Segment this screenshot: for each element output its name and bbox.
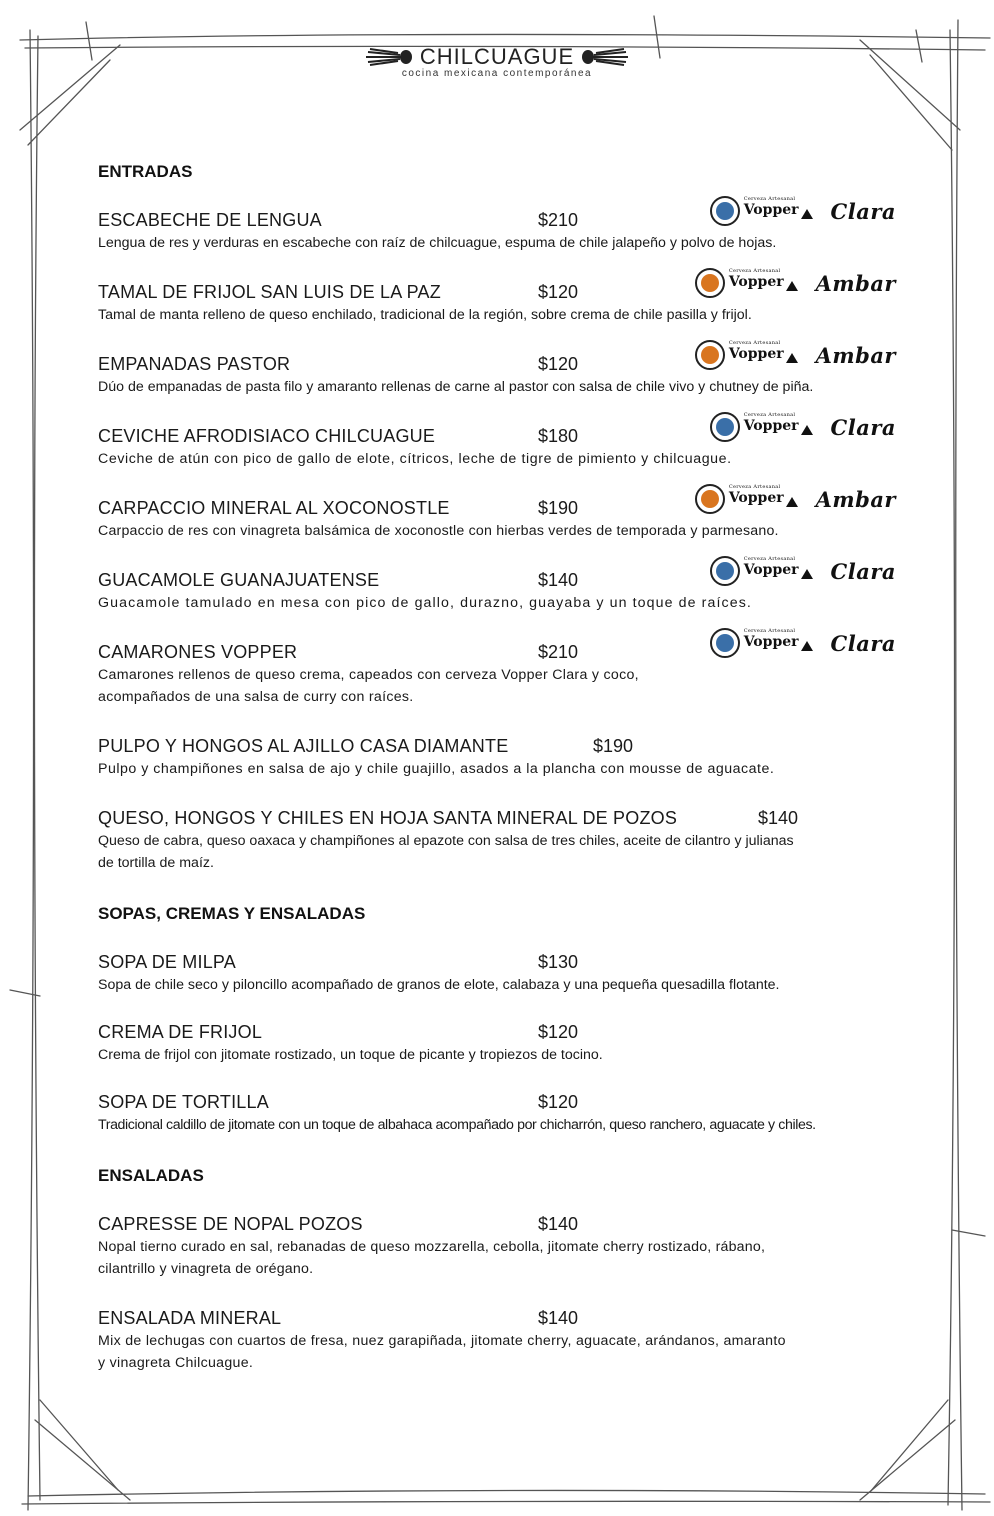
bottle-icon bbox=[786, 353, 798, 363]
beer-brand-small: Cerveza Artesanal bbox=[743, 556, 796, 562]
vopper-ambar-badge-icon bbox=[695, 268, 725, 298]
beer-pairing-ambar bbox=[695, 268, 896, 298]
beer-color-dot bbox=[716, 202, 734, 220]
item-price: $140 bbox=[538, 1214, 579, 1234]
item-price: $120 bbox=[538, 354, 579, 374]
beer-pairing-clara bbox=[710, 628, 896, 658]
item-price: $120 bbox=[538, 1022, 579, 1042]
brand-header bbox=[0, 44, 994, 79]
item-name: SOPA DE MILPA bbox=[98, 952, 236, 972]
menu-item bbox=[98, 268, 910, 326]
menu-item bbox=[98, 484, 910, 542]
item-price: $130 bbox=[538, 952, 579, 972]
beer-color-dot bbox=[716, 418, 734, 436]
beer-color-dot bbox=[701, 490, 719, 508]
vopper-clara-badge-icon bbox=[710, 412, 740, 442]
item-price: $190 bbox=[538, 498, 579, 518]
item-price: $210 bbox=[538, 642, 579, 662]
item-desc: Dúo de empanadas de pasta filo y amaranto rellenas de carne al pastor con salsa de chile vivo y chutney de piña. bbox=[98, 379, 814, 395]
chilcuague-root-icon-right bbox=[580, 46, 630, 68]
menu-item bbox=[98, 1020, 910, 1066]
item-desc: acompañados de una salsa de curry con raíces. bbox=[98, 689, 414, 705]
section-title-sopas: SOPAS, CREMAS Y ENSALADAS bbox=[98, 904, 366, 923]
beer-brand-name: Vopper bbox=[743, 418, 799, 434]
beer-color-dot bbox=[701, 346, 719, 364]
item-price: $140 bbox=[538, 1308, 579, 1328]
beer-style: Clara bbox=[830, 198, 896, 224]
bottle-icon bbox=[801, 569, 813, 579]
item-name: ENSALADA MINERAL bbox=[98, 1308, 282, 1328]
item-desc: Tradicional caldillo de jitomate con un toque de albahaca acompañado por chicharrón, queso ranchero, aguacate y chiles. bbox=[98, 1117, 816, 1133]
vopper-clara-badge-icon bbox=[710, 628, 740, 658]
menu-item bbox=[98, 1306, 910, 1374]
brand-name: CHILCUAGUE bbox=[419, 44, 575, 69]
beer-brand-name: Vopper bbox=[743, 634, 799, 650]
beer-brand-small: Cerveza Artesanal bbox=[743, 196, 796, 202]
menu-item bbox=[98, 556, 910, 614]
item-desc: Nopal tierno curado en sal, rebanadas de queso mozzarella, cebolla, jitomate cherry rostizado, rábano, bbox=[98, 1239, 766, 1255]
item-desc: Guacamole tamulado en mesa con pico de gallo, durazno, guayaba y un toque de raíces. bbox=[98, 595, 752, 611]
beer-brand-small: Cerveza Artesanal bbox=[743, 412, 796, 418]
bottle-icon bbox=[786, 497, 798, 507]
item-name: CARPACCIO MINERAL AL XOCONOSTLE bbox=[98, 498, 450, 518]
menu-item bbox=[98, 950, 910, 996]
item-desc: Queso de cabra, queso oaxaca y champiñones al epazote con salsa de tres chiles, aceite de cilantro y julianas bbox=[98, 833, 794, 849]
item-name: ESCABECHE DE LENGUA bbox=[98, 210, 322, 230]
menu-item bbox=[98, 1090, 910, 1136]
beer-style: Clara bbox=[830, 414, 896, 440]
beer-style: Clara bbox=[830, 630, 896, 656]
item-price: $210 bbox=[538, 210, 579, 230]
item-name: CAPRESSE DE NOPAL POZOS bbox=[98, 1214, 363, 1234]
bottle-icon bbox=[801, 209, 813, 219]
item-desc: Mix de lechugas con cuartos de fresa, nuez garapiñada, jitomate cherry, aguacate, arándanos, amaranto bbox=[98, 1333, 786, 1349]
item-price: $190 bbox=[593, 736, 634, 756]
item-name: GUACAMOLE GUANAJUATENSE bbox=[98, 570, 380, 590]
item-desc: Camarones rellenos de queso crema, capeados con cerveza Vopper Clara y coco, bbox=[98, 667, 639, 683]
beer-brand-name: Vopper bbox=[743, 562, 799, 578]
item-desc: y vinagreta Chilcuague. bbox=[98, 1355, 254, 1371]
item-desc: Pulpo y champiñones en salsa de ajo y chile guajillo, asados a la plancha con mousse de aguacate. bbox=[98, 761, 775, 777]
beer-brand bbox=[743, 628, 799, 650]
item-price: $140 bbox=[538, 570, 579, 590]
item-price: $140 bbox=[758, 808, 799, 828]
section-title-ensaladas: ENSALADAS bbox=[98, 1166, 204, 1185]
item-name: CREMA DE FRIJOL bbox=[98, 1022, 263, 1042]
beer-color-dot bbox=[716, 562, 734, 580]
item-price: $120 bbox=[538, 282, 579, 302]
menu-item bbox=[98, 806, 910, 874]
item-desc: cilantrillo y vinagreta de orégano. bbox=[98, 1261, 314, 1277]
menu-item bbox=[98, 628, 910, 708]
beer-brand bbox=[743, 412, 799, 434]
beer-brand bbox=[743, 196, 799, 218]
beer-pairing-clara bbox=[710, 556, 896, 586]
beer-pairing-ambar bbox=[695, 484, 896, 514]
beer-style: Ambar bbox=[815, 270, 896, 296]
beer-brand-name: Vopper bbox=[728, 490, 784, 506]
beer-pairing-ambar bbox=[695, 340, 896, 370]
item-name: CAMARONES VOPPER bbox=[98, 642, 298, 662]
beer-brand-name: Vopper bbox=[743, 202, 799, 218]
bottle-icon bbox=[801, 425, 813, 435]
section-title-entradas: ENTRADAS bbox=[98, 162, 193, 181]
chilcuague-root-icon bbox=[364, 46, 414, 68]
beer-pairing-clara bbox=[710, 412, 896, 442]
bottle-icon bbox=[786, 281, 798, 291]
beer-brand-name: Vopper bbox=[728, 346, 784, 362]
bottle-icon bbox=[801, 641, 813, 651]
vopper-clara-badge-icon bbox=[710, 556, 740, 586]
beer-brand-small: Cerveza Artesanal bbox=[728, 340, 781, 346]
item-desc: de tortilla de maíz. bbox=[98, 855, 214, 871]
item-name: PULPO Y HONGOS AL AJILLO CASA DIAMANTE bbox=[98, 736, 509, 756]
menu-item bbox=[98, 1212, 910, 1280]
beer-brand-name: Vopper bbox=[728, 274, 784, 290]
beer-brand bbox=[743, 556, 799, 578]
beer-pairing-clara bbox=[710, 196, 896, 226]
vopper-clara-badge-icon bbox=[710, 196, 740, 226]
vopper-ambar-badge-icon bbox=[695, 340, 725, 370]
item-name: EMPANADAS PASTOR bbox=[98, 354, 291, 374]
beer-brand bbox=[728, 268, 784, 290]
beer-color-dot bbox=[716, 634, 734, 652]
beer-style: Ambar bbox=[815, 486, 896, 512]
vopper-ambar-badge-icon bbox=[695, 484, 725, 514]
menu-item bbox=[98, 734, 910, 780]
item-name: QUESO, HONGOS Y CHILES EN HOJA SANTA MINERAL DE POZOS bbox=[98, 808, 678, 828]
beer-color-dot bbox=[701, 274, 719, 292]
beer-brand bbox=[728, 484, 784, 506]
item-desc: Carpaccio de res con vinagreta balsámica de xoconostle con hierbas verdes de temporada y parmesano. bbox=[98, 523, 779, 539]
item-name: SOPA DE TORTILLA bbox=[98, 1092, 269, 1112]
item-price: $120 bbox=[538, 1092, 579, 1112]
item-name: TAMAL DE FRIJOL SAN LUIS DE LA PAZ bbox=[98, 282, 441, 302]
item-desc: Sopa de chile seco y piloncillo acompañado de granos de elote, calabaza y una pequeña quesadilla flotante. bbox=[98, 977, 780, 993]
brand-tagline: cocina mexicana contemporánea bbox=[401, 68, 593, 79]
item-name: CEVICHE AFRODISIACO CHILCUAGUE bbox=[98, 426, 436, 446]
item-desc: Crema de frijol con jitomate rostizado, un toque de picante y tropiezos de tocino. bbox=[98, 1047, 603, 1063]
item-desc: Ceviche de atún con pico de gallo de elote, cítricos, leche de tigre de pimiento y chilcuague. bbox=[98, 451, 732, 467]
menu-item bbox=[98, 196, 910, 254]
beer-style: Clara bbox=[830, 558, 896, 584]
menu-content bbox=[98, 162, 910, 1374]
beer-style: Ambar bbox=[815, 342, 896, 368]
item-desc: Lengua de res y verduras en escabeche con raíz de chilcuague, espuma de chile jalapeño y polvo de hojas. bbox=[98, 235, 777, 251]
beer-brand-small: Cerveza Artesanal bbox=[728, 268, 781, 274]
menu-item bbox=[98, 412, 910, 470]
item-desc: Tamal de manta relleno de queso enchilado, tradicional de la región, sobre crema de chile pasilla y frijol. bbox=[98, 307, 752, 323]
beer-brand-small: Cerveza Artesanal bbox=[728, 484, 781, 490]
item-price: $180 bbox=[538, 426, 579, 446]
menu-item bbox=[98, 340, 910, 398]
beer-brand-small: Cerveza Artesanal bbox=[743, 628, 796, 634]
beer-brand bbox=[728, 340, 784, 362]
